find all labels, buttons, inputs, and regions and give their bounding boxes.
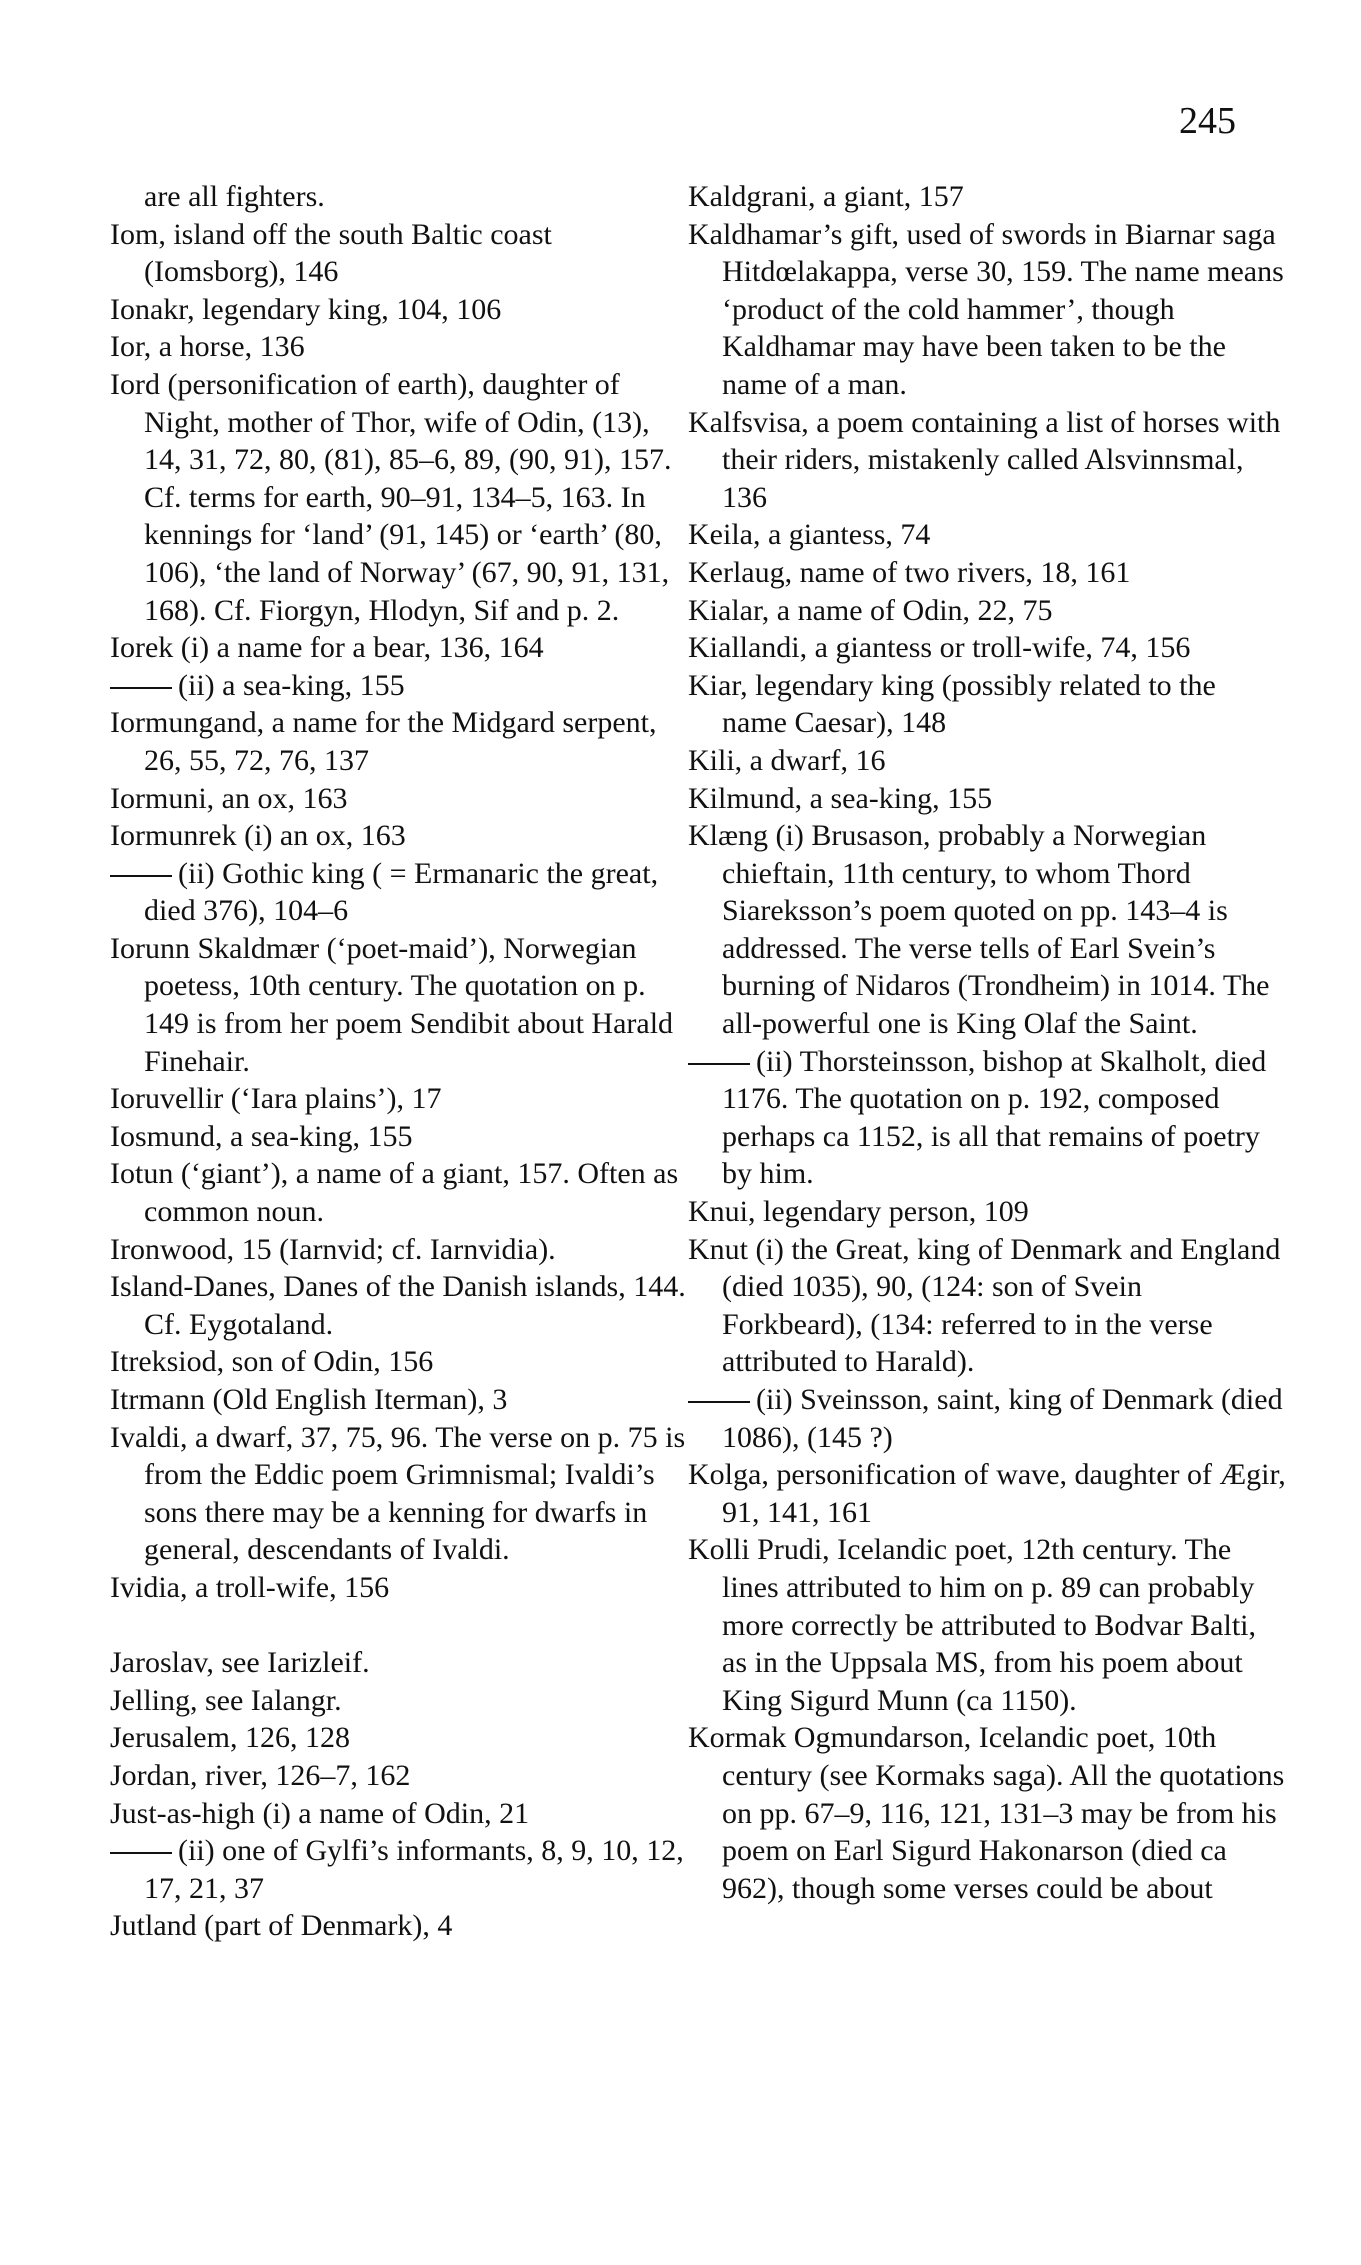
entry-text: Jutland (part of Denmark), 4 [110, 1909, 453, 1943]
index-entry [110, 930, 690, 1080]
entry-text: Ioruvellir (‘Iara plains’), 17 [110, 1082, 442, 1116]
index-entry [110, 1231, 690, 1269]
index-entry [110, 1118, 690, 1156]
index-subentry [110, 667, 690, 705]
index-entry [110, 817, 690, 855]
entry-text: Kilmund, a sea-king, 155 [688, 781, 993, 815]
repeat-dash [110, 875, 172, 877]
index-entry [688, 1231, 1288, 1381]
index-entry [110, 216, 690, 291]
entry-text: Kolli Prudi, Icelandic poet, 12th century. The lines attributed to him on p. 89 can probably more correctly be attributed to Bodvar Balti, as in the Uppsala MS, from his poem about King Sigurd Munn (ca 1150). [688, 1533, 1264, 1717]
entry-text: Kiallandi, a giantess or troll-wife, 74, 156 [688, 631, 1191, 665]
index-entry [110, 1268, 694, 1343]
entry-text: Itreksiod, son of Odin, 156 [110, 1345, 434, 1379]
entry-text: (ii) Sveinsson, saint, king of Denmark (died 1086), (145 ?) [722, 1383, 1291, 1454]
index-entry [110, 1682, 690, 1720]
index-entry [688, 1193, 1288, 1231]
index-entry [110, 291, 690, 329]
index-entry [110, 1080, 690, 1118]
entry-text: Iormunrek (i) an ox, 163 [110, 819, 406, 853]
index-entry [688, 516, 1288, 554]
section-gap [110, 1607, 690, 1645]
entry-text: Kili, a dwarf, 16 [688, 743, 886, 777]
entry-text: Knui, legendary person, 109 [688, 1195, 1029, 1229]
entry-text: Ironwood, 15 (Iarnvid; cf. Iarnvidia). [110, 1232, 556, 1266]
index-subentry [688, 1043, 1288, 1193]
entry-text: Ionakr, legendary king, 104, 106 [110, 292, 502, 326]
index-entry [110, 704, 690, 779]
entry-text: Iormungand, a name for the Midgard serpent, 26, 55, 72, 76, 137 [110, 706, 664, 777]
index-entry [110, 1343, 690, 1381]
entry-text: Knut (i) the Great, king of Denmark and England (died 1035), 90, (124: son of Svein Forkbeard), (134: referred to in the verse attributed to Harald). [688, 1232, 1288, 1379]
entry-text: Iom, island off the south Baltic coast (Iomsborg), 146 [110, 217, 560, 289]
index-subentry [110, 855, 690, 930]
repeat-dash [688, 1401, 750, 1403]
entry-text: Klæng (i) Brusason, probably a Norwegian chieftain, 11th century, to whom Thord Siareksson’s poem quoted on pp. 143–4 is addressed. The verse tells of Earl Svein’s burning of Nidaros (Trondheim) in 1014. The all-powerful one is King Olaf the Saint. [688, 819, 1277, 1041]
index-entry [110, 1644, 690, 1682]
entry-text: Keila, a giantess, 74 [688, 518, 931, 552]
entry-text: Iorek (i) a name for a bear, 136, 164 [110, 631, 544, 665]
index-entry [110, 1419, 693, 1569]
entry-text: Iorunn Skaldmær (‘poet-maid’), Norwegian poetess, 10th century. The quotation on p. 149 is from her poem Sendibit about Harald Finehair. [110, 931, 681, 1078]
index-entry [110, 1381, 690, 1419]
index-subentry [688, 1381, 1291, 1456]
index-entry [110, 1155, 690, 1230]
entry-text: Jerusalem, 126, 128 [110, 1721, 350, 1755]
entry-text: Jaroslav, see Iarizleif. [110, 1646, 370, 1680]
repeat-dash [110, 687, 172, 689]
index-entry [110, 178, 690, 216]
index-entry [688, 404, 1288, 517]
entry-text: are all fighters. [144, 180, 325, 213]
index-entry [688, 667, 1288, 742]
repeat-dash [110, 1852, 172, 1854]
entry-text: Jelling, see Ialangr. [110, 1683, 342, 1717]
index-entry [688, 1531, 1288, 1719]
repeat-dash [688, 1063, 750, 1065]
entry-text: Kolga, personification of wave, daughter of Ægir, 91, 141, 161 [688, 1458, 1294, 1529]
entry-text: (ii) Gothic king ( = Ermanaric the great, died 376), 104–6 [144, 856, 666, 928]
index-entry [688, 1719, 1292, 1907]
index-entry [688, 629, 1288, 667]
entry-text: Kaldgrani, a giant, 157 [688, 180, 964, 213]
index-entry [688, 592, 1288, 630]
entry-text: Island-Danes, Danes of the Danish islands, 144. Cf. Eygotaland. [110, 1270, 694, 1341]
entry-text: Just-as-high (i) a name of Odin, 21 [110, 1796, 530, 1830]
index-entry [110, 629, 690, 667]
index-entry [110, 1569, 690, 1607]
index-entry [688, 178, 1288, 216]
index-entry [110, 1719, 690, 1757]
index-entry [688, 1456, 1294, 1531]
index-entry [110, 1757, 690, 1795]
entry-text: Itrmann (Old English Iterman), 3 [110, 1383, 508, 1416]
index-subentry [110, 1832, 690, 1907]
entry-text: Ividia, a troll-wife, 156 [110, 1570, 390, 1604]
entry-text: (ii) one of Gylfi’s informants, 8, 9, 10, 12, 17, 21, 37 [144, 1834, 692, 1905]
entry-text: Kerlaug, name of two rivers, 18, 161 [688, 555, 1131, 589]
entry-text: Kiar, legendary king (possibly related to the name Caesar), 148 [688, 668, 1224, 740]
entry-text: Ivaldi, a dwarf, 37, 75, 96. The verse on p. 75 is from the Eddic poem Grimnismal; Ivaldi’s sons there may be a kenning for dwarfs in general, descendants of Ivaldi. [110, 1420, 693, 1567]
index-entry [110, 328, 690, 366]
entry-text: Iotun (‘giant’), a name of a giant, 157. Often as common noun. [110, 1157, 686, 1229]
entry-text: Kialar, a name of Odin, 22, 75 [688, 593, 1053, 627]
page-number: 245 [1179, 100, 1236, 142]
entry-text: Kormak Ogmundarson, Icelandic poet, 10th century (see Kormaks saga). All the quotations on pp. 67–9, 116, 121, 131–3 may be from his poem on Earl Sigurd Hakonarson (died ca 962), though some verses could be about [688, 1721, 1292, 1905]
right-index-column [688, 178, 1294, 1907]
index-entry [688, 216, 1292, 404]
index-entry [688, 742, 1288, 780]
entry-text: Iormuni, an ox, 163 [110, 781, 348, 815]
entry-text: Ior, a horse, 136 [110, 330, 305, 364]
entry-text: Kalfsvisa, a poem containing a list of horses with their riders, mistakenly called Alsvinnsmal, 136 [688, 405, 1288, 514]
index-entry [110, 1795, 690, 1833]
index-entry [110, 780, 690, 818]
entry-text: (ii) a sea-king, 155 [178, 668, 405, 702]
entry-text: Iosmund, a sea-king, 155 [110, 1119, 413, 1153]
entry-text: Iord (personification of earth), daughter of Night, mother of Thor, wife of Odin, (13), 14, 31, 72, 80, (81), 85–6, 89, (90, 91), 157. Cf. terms for earth, 90–91, 134–5, 163. In kennings for ‘land’ (91, 145) or ‘earth’ (80, 106), ‘the land of Norway’ (67, 90, 91, 131, 168). Cf. Fiorgyn, Hlodyn, Sif and p. 2. [110, 367, 679, 627]
index-entry [688, 817, 1288, 1043]
index-entry [688, 780, 1288, 818]
entry-text: (ii) Thorsteinsson, bishop at Skalholt, died 1176. The quotation on p. 192, composed perhaps ca 1152, is all that remains of poetry by him. [722, 1044, 1274, 1191]
entry-text: Kaldhamar’s gift, used of swords in Biarnar saga Hitdœlakappa, verse 30, 159. The name means ‘product of the cold hammer’, though Kaldhamar may have been taken to be the name of a man. [688, 217, 1292, 401]
left-index-column [110, 178, 694, 1945]
index-entry [110, 1907, 690, 1945]
index-entry [110, 366, 690, 629]
entry-text: Jordan, river, 126–7, 162 [110, 1758, 411, 1792]
index-entry [688, 554, 1288, 592]
